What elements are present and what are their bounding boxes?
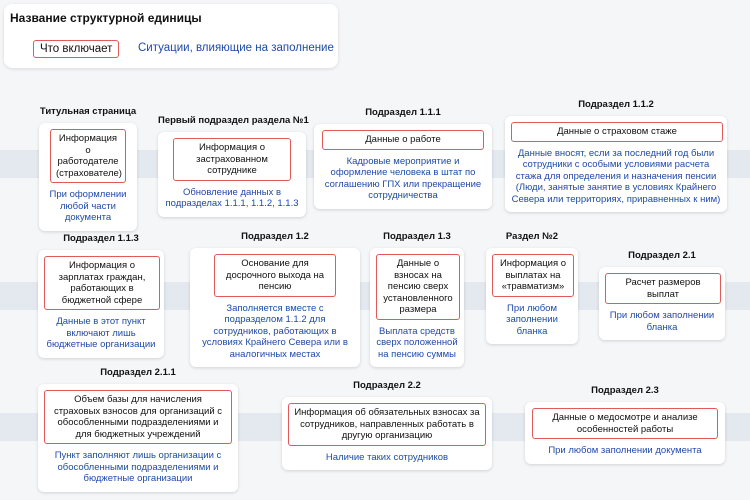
- section-card: [38, 250, 164, 358]
- section-includes: Данные о взносах на пенсию сверх установленного размера: [376, 254, 460, 320]
- section-title: Первый подраздел раздела №1: [158, 115, 309, 126]
- section-title: Подраздел 1.1.1: [365, 107, 441, 118]
- section-1-1-1: [314, 107, 492, 209]
- section-includes: Информация о застрахованном сотруднике: [173, 138, 291, 181]
- section-2-1-1: [38, 367, 238, 492]
- section-title-page: [39, 106, 137, 231]
- section-includes: Информация о выплатах на «травматизм»: [492, 254, 574, 297]
- section-title: Подраздел 1.3: [383, 231, 451, 242]
- section-2-2: [282, 380, 492, 470]
- section-card: [505, 116, 727, 212]
- section-title: Подраздел 1.1.2: [578, 99, 654, 110]
- section-title: Подраздел 2.1.1: [100, 367, 176, 378]
- section-situation: Пункт заполняют лишь организации с обособленными подразделениями и бюджетные организации: [54, 450, 222, 484]
- section-situation: Обновление данных в подразделах 1.1.1, 1.1.2, 1.1.3: [165, 186, 299, 209]
- section-card: [314, 124, 492, 209]
- section-card: [38, 384, 238, 492]
- section-includes: Объем базы для начисления страховых взносов для организаций с обособленными подразделениями и для бюджетных учреждений: [44, 390, 232, 444]
- section-situation: При любом заполнении бланка: [506, 302, 558, 337]
- section-first-subsection: [158, 115, 309, 217]
- section-card: [599, 267, 725, 340]
- section-includes: Данные о работе: [322, 130, 484, 150]
- section-includes: Расчет размеров выплат: [605, 273, 721, 304]
- section-includes: Основание для досрочного выхода на пенсию: [214, 254, 336, 297]
- section-card: [158, 132, 306, 217]
- section-situation: При любом заполнении документа: [548, 445, 702, 456]
- section-includes: Данные о страховом стаже: [511, 122, 723, 142]
- section-card: [190, 248, 360, 367]
- section-1-2: [190, 231, 360, 367]
- legend: [4, 4, 338, 68]
- section-2-1: [599, 250, 725, 340]
- section-situation: Кадровые мероприятие и оформление человека в штат по соглашению ГПХ или прекращение сотрудничества: [324, 155, 482, 201]
- section-card: [525, 402, 725, 464]
- section-2: [486, 231, 578, 344]
- legend-situations: Ситуации, влияющие на заполнение: [138, 42, 334, 54]
- section-title: Подраздел 2.3: [591, 385, 659, 396]
- section-includes: Данные о медосмотре и анализе особенностей работы: [532, 408, 718, 439]
- section-includes: Информация об обязательных взносах за сотрудников, направленных работать в другую организацию: [288, 403, 486, 446]
- section-title: Раздел №2: [505, 231, 559, 242]
- section-card: [282, 397, 492, 470]
- section-situation: Заполняется вместе с подразделом 1.1.2 для сотрудников, работающих в условиях Крайнего Севера или в аналогичных местах: [202, 302, 348, 360]
- section-title: Подраздел 2.1: [628, 250, 696, 261]
- legend-title: Название структурной единицы: [10, 11, 202, 25]
- section-includes: Информация о работодателе (страхователе): [50, 129, 126, 183]
- section-card: [39, 123, 137, 231]
- section-title: Подраздел 2.2: [353, 380, 421, 391]
- section-includes: Информация о зарплатах граждан, работающих в бюджетной сфере: [44, 256, 160, 310]
- section-card: [486, 248, 578, 344]
- section-situation: Данные вносят, если за последний год были сотрудники с особыми условиями расчета стажа для определения и назначения пенсии (Люди, занятые занятие в условиях Крайнего Севера или территориях, приравненных к ним): [511, 147, 721, 205]
- legend-includes: Что включает: [33, 40, 119, 58]
- section-1-3: [370, 231, 464, 367]
- section-situation: Выплата средств сверх положенной на пенсию суммы: [376, 325, 458, 360]
- section-2-3: [525, 385, 725, 464]
- section-situation: При оформлении любой части документа: [49, 189, 127, 223]
- section-1-1-2: [505, 99, 727, 212]
- section-1-1-3: [38, 233, 164, 358]
- section-title: Подраздел 1.2: [241, 231, 309, 242]
- section-situation: При любом заполнении бланка: [609, 310, 715, 333]
- section-situation: Наличие таких сотрудников: [325, 451, 449, 463]
- section-title: Подраздел 1.1.3: [63, 233, 139, 244]
- section-situation: Данные в этот пункт включают лишь бюджетные организации: [46, 316, 156, 350]
- section-title: Титульная страница: [39, 106, 137, 117]
- section-card: [370, 248, 464, 367]
